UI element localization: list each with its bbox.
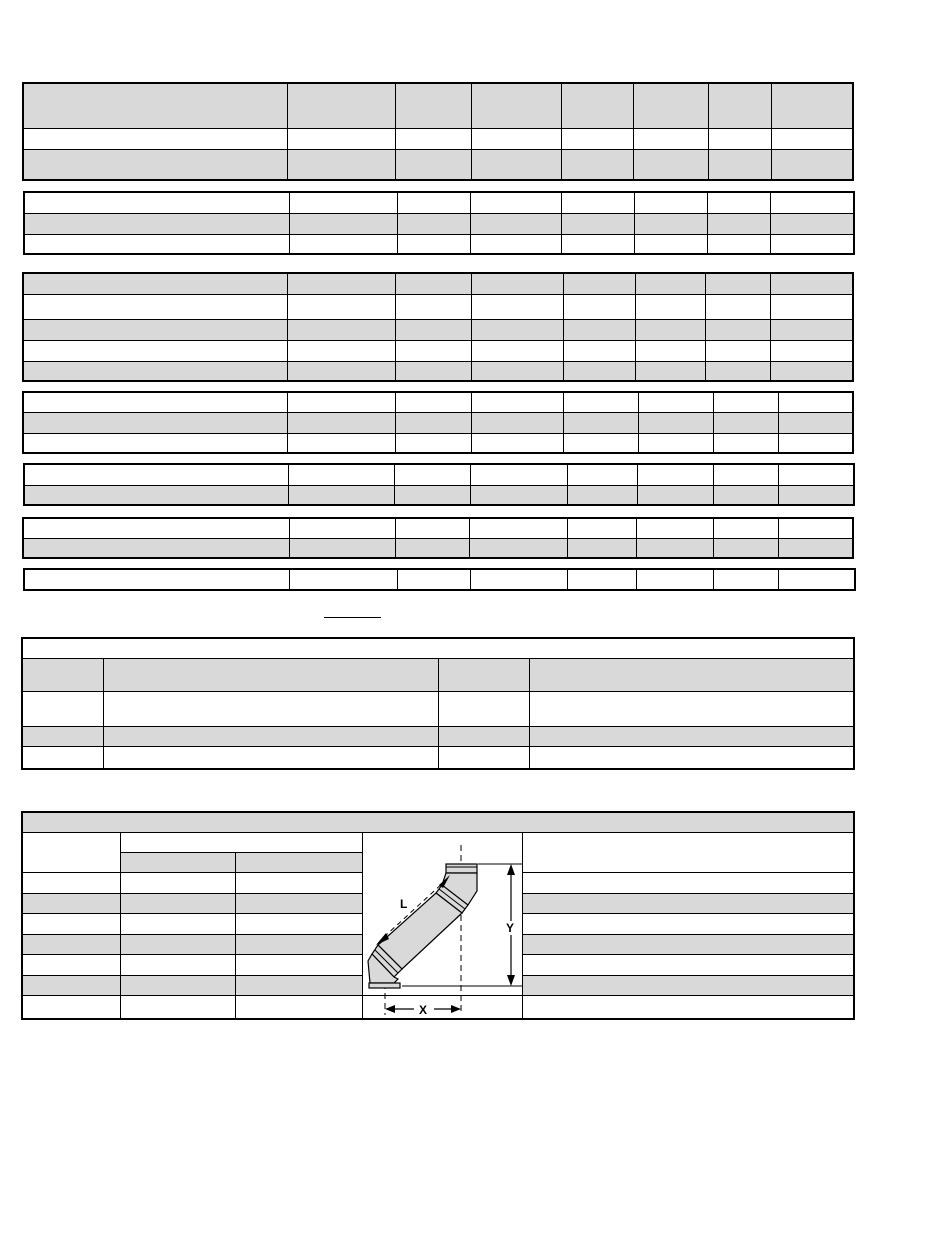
- table-cell: [396, 295, 471, 319]
- table-cell: [290, 193, 397, 213]
- table-cell: [290, 539, 395, 557]
- table-cell: [562, 150, 633, 179]
- table-cell: [121, 996, 236, 1019]
- elbow-diagram: [362, 833, 522, 1019]
- table-block-5: [23, 463, 855, 506]
- table-cell: [439, 692, 530, 727]
- table-cell: [714, 393, 778, 412]
- table-cell: [471, 570, 567, 589]
- table-cell: [564, 320, 635, 340]
- table-cell: [23, 914, 121, 935]
- table-cell: [771, 362, 852, 380]
- table-cell: [562, 193, 634, 213]
- table-cell: [472, 413, 563, 433]
- table-cell: [23, 873, 121, 894]
- table-cell: [636, 341, 705, 361]
- table-cell: [564, 295, 635, 319]
- table-block-6: [22, 517, 854, 559]
- table-cell: [236, 914, 363, 935]
- table-cell: [236, 955, 363, 976]
- table-cell: [396, 274, 471, 294]
- table-cell: [523, 914, 854, 935]
- header-cell: [530, 659, 854, 692]
- header-cell: [396, 84, 471, 128]
- header-cell: [523, 833, 854, 873]
- table-cell: [236, 894, 363, 914]
- table-cell: [706, 341, 770, 361]
- table-cell: [706, 274, 770, 294]
- table-cell: [772, 150, 852, 179]
- table-cell: [523, 894, 854, 914]
- table-cell: [523, 935, 854, 955]
- table-cell: [564, 434, 638, 452]
- table-cell: [398, 214, 470, 234]
- table-cell: [121, 976, 236, 996]
- table-cell: [290, 235, 397, 253]
- table-cell: [568, 539, 636, 557]
- table-cell: [637, 519, 713, 538]
- table-cell: [288, 434, 395, 452]
- table-cell: [25, 214, 289, 234]
- table-cell: [562, 214, 634, 234]
- table-cell: [779, 486, 853, 504]
- table-title-cell: [23, 639, 854, 659]
- table-cell: [564, 341, 635, 361]
- table-cell: [472, 129, 561, 149]
- table-cell: [471, 193, 561, 213]
- header-cell: [772, 84, 852, 128]
- table-cell: [472, 295, 563, 319]
- table-cell: [714, 519, 778, 538]
- table-cell: [771, 341, 852, 361]
- table-cell: [24, 519, 289, 538]
- table-cell: [636, 320, 705, 340]
- table-cell: [779, 539, 852, 557]
- table-cell: [290, 570, 397, 589]
- table-cell: [236, 935, 363, 955]
- table-cell: [396, 341, 471, 361]
- table-cell: [439, 727, 530, 747]
- header-cell: [709, 84, 771, 128]
- table-cell: [439, 747, 530, 769]
- header-cell: [23, 659, 104, 692]
- table-cell: [714, 434, 778, 452]
- table-cell: [471, 235, 561, 253]
- table-cell: [396, 129, 471, 149]
- table-cell: [236, 873, 363, 894]
- table-cell: [24, 434, 287, 452]
- table-cell: [23, 996, 121, 1019]
- table-cell: [470, 539, 567, 557]
- header-cell: [562, 84, 633, 128]
- table-cell: [24, 150, 287, 179]
- table-cell: [288, 393, 395, 412]
- table-cell: [472, 150, 561, 179]
- table-cell: [564, 413, 638, 433]
- table-cell: [23, 955, 121, 976]
- table-cell: [706, 362, 770, 380]
- header-cell: [236, 853, 363, 873]
- table-cell: [25, 193, 289, 213]
- table-cell: [396, 434, 471, 452]
- table-cell: [396, 150, 471, 179]
- table-cell: [779, 465, 853, 485]
- header-cell: [121, 833, 363, 853]
- rise-arrow-top: [507, 864, 515, 875]
- table-cell: [635, 193, 707, 213]
- table-cell: [714, 539, 778, 557]
- table-block-2: [23, 191, 855, 255]
- table-cell: [562, 129, 633, 149]
- table-cell: [530, 727, 854, 747]
- table-cell: [636, 274, 705, 294]
- table-title-cell: [23, 813, 854, 833]
- table-cell: [290, 519, 395, 538]
- table-cell: [121, 955, 236, 976]
- table-cell: [396, 393, 471, 412]
- table-cell: [236, 976, 363, 996]
- table-cell: [706, 320, 770, 340]
- table-cell: [23, 727, 104, 747]
- table-cell: [771, 193, 853, 213]
- offset-label: X: [419, 1003, 428, 1017]
- header-cell: [288, 84, 395, 128]
- table-cell: [288, 150, 395, 179]
- table-cell: [24, 320, 287, 340]
- table-cell: [104, 692, 439, 727]
- table-cell: [288, 295, 395, 319]
- table-cell: [779, 434, 852, 452]
- table-cell: [25, 486, 288, 504]
- table-cell: [472, 274, 563, 294]
- table-cell: [472, 362, 563, 380]
- table-cell: [771, 214, 853, 234]
- table-cell: [709, 129, 771, 149]
- table-cell: [472, 320, 563, 340]
- top-collar: [446, 864, 477, 873]
- table-block-4: [22, 391, 854, 454]
- table-cell: [771, 320, 852, 340]
- table-cell: [24, 413, 287, 433]
- table-cell: [24, 362, 287, 380]
- table-cell: [396, 362, 471, 380]
- table-cell: [568, 465, 637, 485]
- table-cell: [709, 150, 771, 179]
- table-cell: [24, 539, 289, 557]
- header-cell: [24, 84, 287, 128]
- table-cell: [23, 976, 121, 996]
- table-cell: [23, 935, 121, 955]
- table-block-8: [22, 638, 854, 769]
- offset-arrow-left: [385, 1005, 395, 1013]
- table-cell: [395, 465, 470, 485]
- table-cell: [706, 295, 770, 319]
- table-cell: [568, 486, 637, 504]
- table-cell: [23, 692, 104, 727]
- table-cell: [25, 465, 288, 485]
- table-cell: [121, 873, 236, 894]
- table-cell: [25, 235, 289, 253]
- table-cell: [779, 519, 852, 538]
- table-cell: [396, 519, 469, 538]
- table-cell: [288, 320, 395, 340]
- table-cell: [23, 894, 121, 914]
- table-cell: [639, 434, 713, 452]
- table-cell: [236, 996, 363, 1019]
- table-cell: [523, 955, 854, 976]
- table-cell: [714, 465, 778, 485]
- bottom-collar: [369, 983, 400, 988]
- table-cell: [289, 465, 394, 485]
- table-cell: [289, 486, 394, 504]
- table-cell: [24, 341, 287, 361]
- table-cell: [25, 570, 289, 589]
- table-cell: [471, 465, 567, 485]
- table-cell: [288, 274, 395, 294]
- table-cell: [530, 692, 854, 727]
- table-cell: [472, 434, 563, 452]
- table-cell: [24, 274, 287, 294]
- header-cell: [121, 853, 236, 873]
- table-cell: [104, 747, 439, 769]
- rise-label: Y: [506, 921, 515, 935]
- table-cell: [779, 413, 852, 433]
- length-label: L: [400, 897, 408, 911]
- table-cell: [121, 894, 236, 914]
- table-cell: [288, 341, 395, 361]
- header-cell: [472, 84, 561, 128]
- table-cell: [779, 570, 854, 589]
- table-cell: [121, 914, 236, 935]
- table-cell: [564, 393, 638, 412]
- table-cell: [771, 295, 852, 319]
- table-cell: [288, 129, 395, 149]
- short-rule: [324, 617, 381, 618]
- table-block-3: [22, 272, 854, 382]
- header-cell: [104, 659, 439, 692]
- table-cell: [634, 150, 708, 179]
- table-cell: [396, 539, 469, 557]
- table-cell: [638, 465, 713, 485]
- table-cell: [23, 747, 104, 769]
- table-cell: [395, 486, 470, 504]
- table-cell: [634, 129, 708, 149]
- table-cell: [564, 274, 635, 294]
- table-cell: [398, 570, 470, 589]
- table-cell: [771, 235, 853, 253]
- table-cell: [708, 214, 770, 234]
- table-cell: [779, 393, 852, 412]
- table-cell: [288, 413, 395, 433]
- table-cell: [635, 214, 707, 234]
- table-cell: [637, 539, 713, 557]
- table-cell: [121, 935, 236, 955]
- table-cell: [564, 362, 635, 380]
- table-cell: [472, 341, 563, 361]
- table-cell: [637, 570, 713, 589]
- header-cell: [634, 84, 708, 128]
- table-block-1: [22, 82, 854, 181]
- table-cell: [636, 295, 705, 319]
- table-cell: [638, 486, 713, 504]
- header-cell: [439, 659, 530, 692]
- table-cell: [772, 129, 852, 149]
- table-cell: [24, 129, 287, 149]
- table-cell: [104, 727, 439, 747]
- table-cell: [636, 362, 705, 380]
- table-cell: [24, 295, 287, 319]
- table-cell: [568, 570, 636, 589]
- table-cell: [568, 519, 636, 538]
- header-cell: [23, 833, 121, 873]
- table-cell: [290, 214, 397, 234]
- table-cell: [398, 193, 470, 213]
- table-cell: [562, 235, 634, 253]
- offset-arrow-right: [451, 1005, 461, 1013]
- table-cell: [24, 393, 287, 412]
- table-cell: [523, 873, 854, 894]
- table-cell: [714, 486, 778, 504]
- table-cell: [396, 320, 471, 340]
- table-cell: [708, 193, 770, 213]
- table-cell: [472, 393, 563, 412]
- table-cell: [635, 235, 707, 253]
- table-cell: [771, 274, 852, 294]
- table-cell: [396, 413, 471, 433]
- table-cell: [288, 362, 395, 380]
- table-cell: [639, 393, 713, 412]
- rise-arrow-bottom: [507, 975, 515, 986]
- table-cell: [523, 976, 854, 996]
- table-cell: [708, 235, 770, 253]
- table-cell: [714, 413, 778, 433]
- table-cell: [471, 486, 567, 504]
- table-cell: [639, 413, 713, 433]
- table-block-7: [23, 568, 856, 591]
- table-cell: [530, 747, 854, 769]
- table-cell: [470, 519, 567, 538]
- table-cell: [714, 570, 778, 589]
- table-cell: [471, 214, 561, 234]
- table-cell: [398, 235, 470, 253]
